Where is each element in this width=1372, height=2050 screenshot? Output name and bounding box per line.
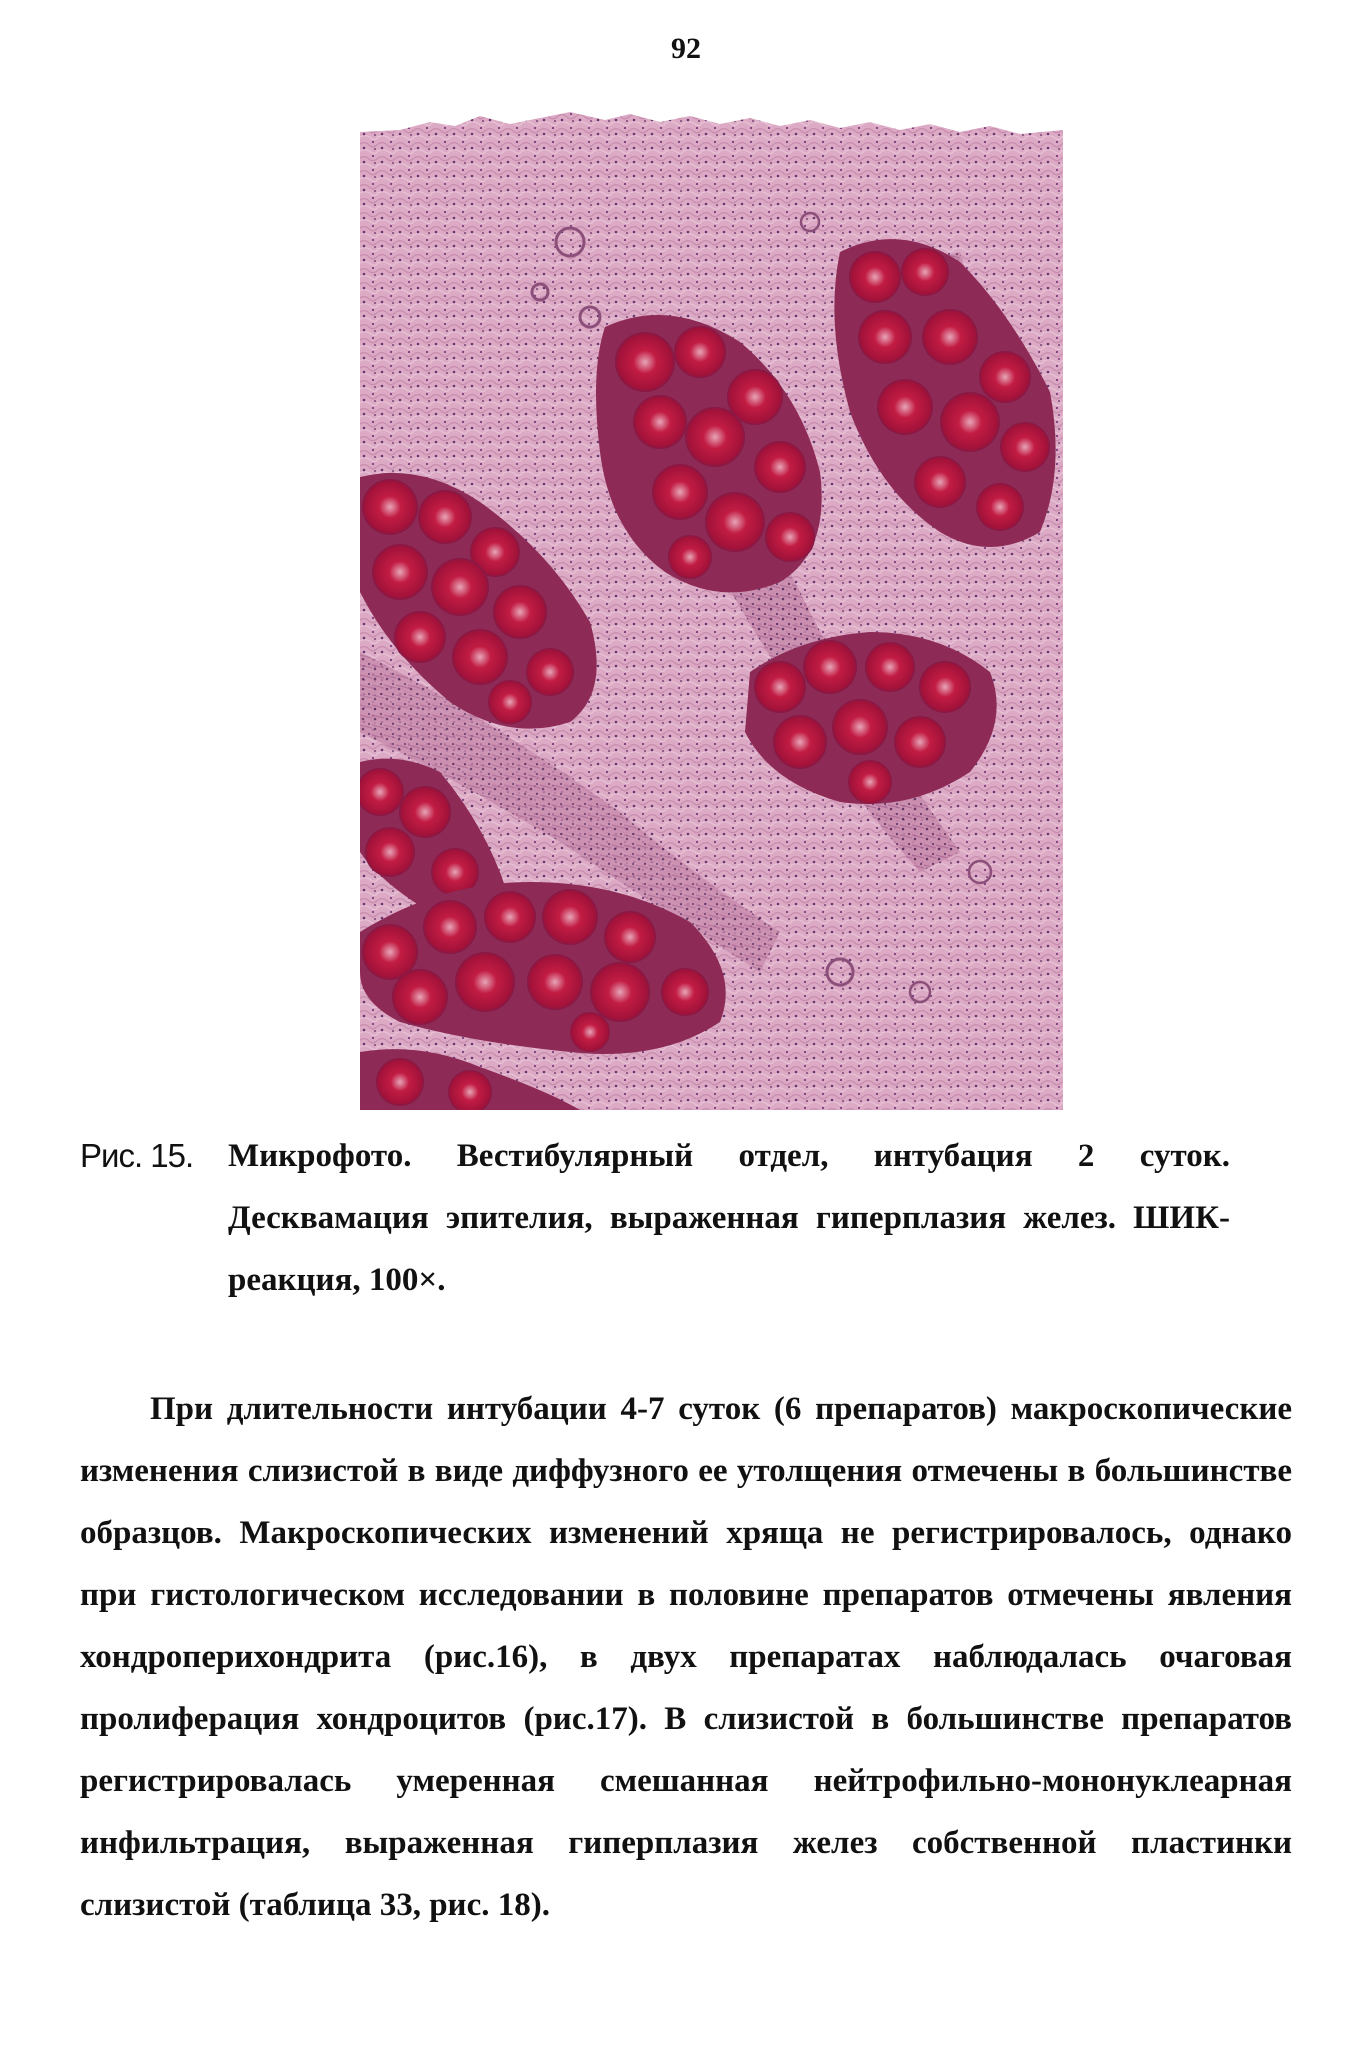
micrograph-figure [360, 112, 1063, 1110]
figure-caption-text: Микрофото. Вестибулярный отдел, интубация 2 суток. Десквамация эпителия, выраженная гиперплазия желез. ШИК-реакция, 100×. [228, 1138, 1230, 1298]
body-paragraph: При длительности интубации 4-7 суток (6 препаратов) макроскопические изменения слизистой в виде диффузного ее утолщения отмечены в большинстве образцов. Макроскопических изменений хряща не регистрировалось, однако при гистологическом исследовании в половине препаратов отмечены явления хондроперихондрита (рис.16), в двух препаратах наблюдалась очаговая пролиферация хондроцитов (рис.17). В слизистой в большинстве препаратов регистрировалась умеренная смешанная нейтрофильно-мононуклеарная инфильтрация, выраженная гиперплазия желез собственной пластинки слизистой (таблица 33, рис. 18). [80, 1391, 1292, 1923]
page-number: 92 [671, 32, 701, 65]
figure-label: Рис. 15. [80, 1137, 194, 1174]
micrograph-image [360, 112, 1063, 1110]
